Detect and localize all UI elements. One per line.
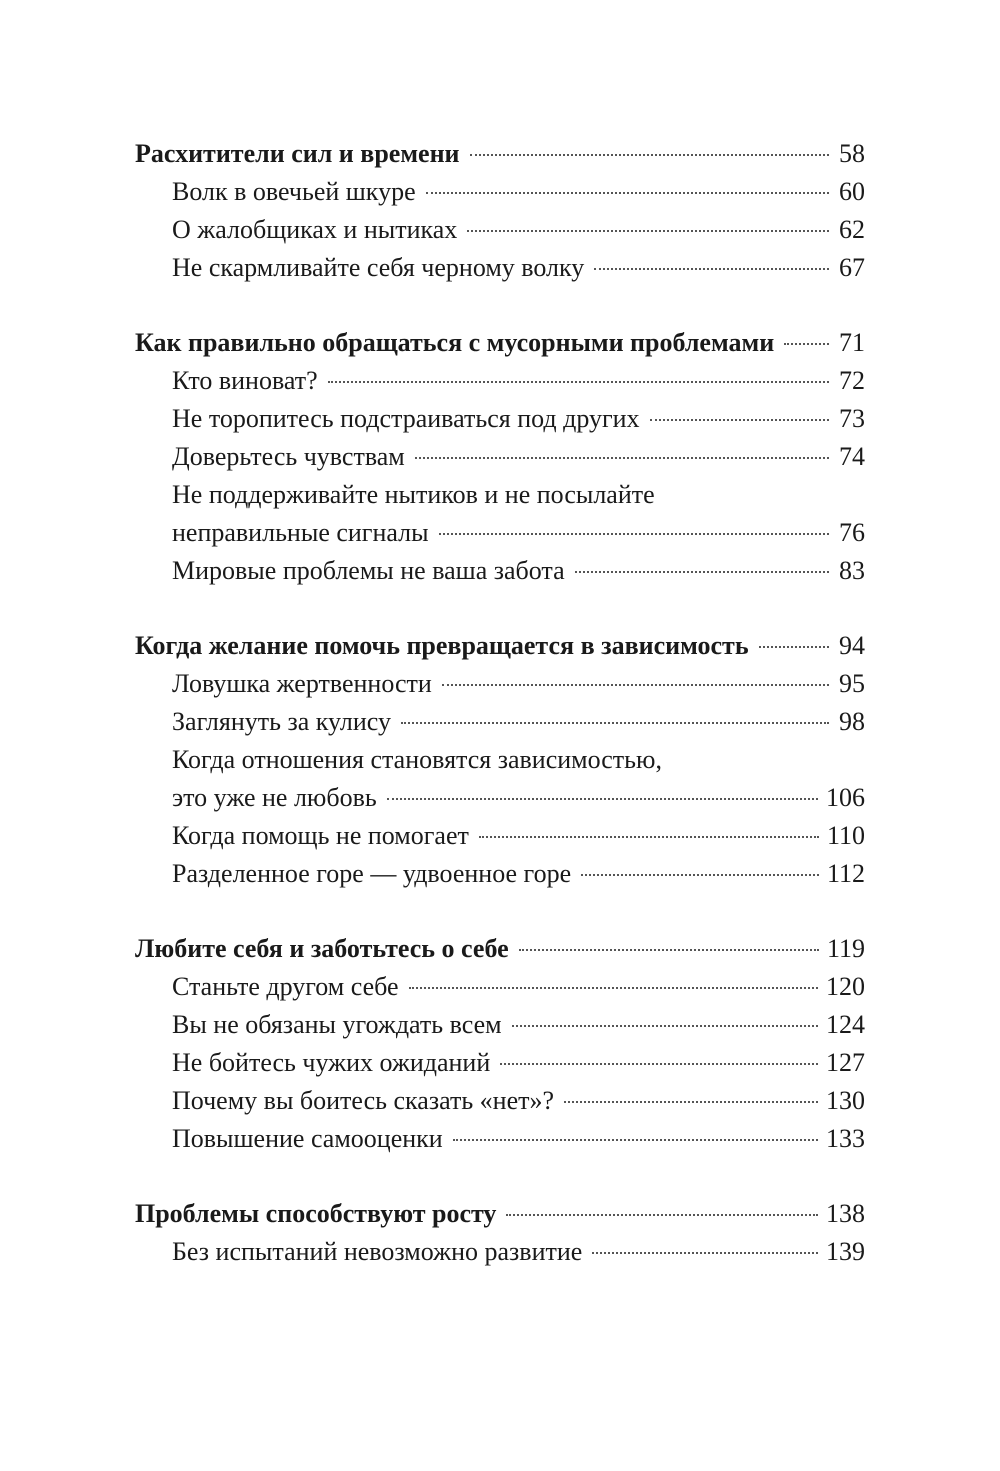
toc-section [135,1195,865,1271]
dot-leader [519,949,819,951]
dot-leader [409,987,818,989]
subentry-title: Доверьтесь чувствам [172,442,405,471]
toc-subentry[interactable] [135,438,865,476]
subentry-title: Кто виноват? [172,366,318,395]
page-number: 76 [839,518,865,547]
toc-chapter-entry[interactable] [135,930,865,968]
toc-subentry[interactable] [135,1044,865,1082]
subentry-title: это уже не любовь [172,783,377,812]
chapter-title: Проблемы способствуют росту [135,1199,497,1228]
dot-leader [506,1214,818,1216]
dot-leader [581,874,819,876]
subentry-title: Без испытаний невозможно развитие [172,1237,583,1266]
dot-leader [500,1063,818,1065]
subentry-title: Не поддерживайте нытиков и не посылайте [172,480,655,509]
toc-subentry[interactable] [135,817,865,855]
toc-subentry[interactable] [135,362,865,400]
toc-subentry[interactable] [135,552,865,590]
dot-leader [592,1252,818,1254]
dot-leader [784,343,829,345]
dot-leader [470,154,829,156]
toc-section [135,135,865,287]
toc-subentry[interactable] [135,665,865,703]
dot-leader [759,646,829,648]
chapter-title: Когда желание помочь превращается в зависимость [135,631,749,660]
toc-subentry[interactable] [135,779,865,817]
subentry-title: Разделенное горе — удвоенное горе [172,859,572,888]
page-number: 72 [839,366,865,395]
toc-subentry[interactable] [135,1120,865,1158]
toc-section [135,627,865,893]
page-number: 127 [826,1048,865,1077]
page-number: 71 [839,328,865,357]
toc-subentry[interactable] [135,1233,865,1271]
subentry-title: Вы не обязаны угождать всем [172,1010,502,1039]
subentry-title: Не торопитесь подстраиваться под других [172,404,640,433]
toc-subentry[interactable] [135,741,865,779]
page-number: 139 [826,1237,865,1266]
dot-leader [512,1025,818,1027]
dot-leader [650,419,829,421]
page-number: 94 [839,631,865,660]
page-number: 120 [826,972,865,1001]
toc-subentry[interactable] [135,400,865,438]
toc-chapter-entry[interactable] [135,135,865,173]
dot-leader [467,230,829,232]
toc-subentry[interactable] [135,249,865,287]
toc-subentry[interactable] [135,476,865,514]
page-number: 110 [826,821,865,850]
toc-section [135,930,865,1158]
subentry-title: О жалобщиках и нытиках [172,215,458,244]
toc-subentry[interactable] [135,1006,865,1044]
page-number: 67 [839,253,865,282]
subentry-title: Волк в овечьей шкуре [172,177,416,206]
dot-leader [564,1101,818,1103]
page-number: 95 [839,669,865,698]
page-number: 112 [826,859,865,888]
subentry-title: Заглянуть за кулису [172,707,391,736]
subentry-title: Когда отношения становятся зависимостью, [172,745,662,774]
page-number: 119 [826,934,865,963]
toc-subentry[interactable] [135,703,865,741]
page-number: 133 [826,1124,865,1153]
toc-subentry[interactable] [135,1082,865,1120]
chapter-title: Расхитители сил и времени [135,139,460,168]
page-number: 62 [839,215,865,244]
toc-subentry[interactable] [135,211,865,249]
dot-leader [479,836,819,838]
dot-leader [387,798,818,800]
subentry-title: Когда помощь не помогает [172,821,469,850]
toc-subentry[interactable] [135,514,865,552]
toc-subentry[interactable] [135,173,865,211]
page-number: 60 [839,177,865,206]
page-number: 74 [839,442,865,471]
subentry-title: Не бойтесь чужих ожиданий [172,1048,491,1077]
page-number: 138 [826,1199,865,1228]
subentry-title: Ловушка жертвенности [172,669,432,698]
dot-leader [426,192,829,194]
toc-chapter-entry[interactable] [135,627,865,665]
page-number: 124 [826,1010,865,1039]
toc-subentry[interactable] [135,855,865,893]
page-number: 98 [839,707,865,736]
subentry-title: Станьте другом себе [172,972,399,1001]
dot-leader [442,684,829,686]
dot-leader [594,268,829,270]
subentry-title: Почему вы боитесь сказать «нет»? [172,1086,555,1115]
toc-section [135,324,865,590]
table-of-contents [135,135,865,1308]
page-number: 58 [839,139,865,168]
subentry-title: неправильные сигналы [172,518,429,547]
dot-leader [453,1139,818,1141]
dot-leader [401,722,829,724]
page-number: 83 [839,556,865,585]
subentry-title: Не скармливайте себя черному волку [172,253,585,282]
dot-leader [575,571,829,573]
toc-chapter-entry[interactable] [135,324,865,362]
toc-subentry[interactable] [135,968,865,1006]
subentry-title: Мировые проблемы не ваша забота [172,556,565,585]
dot-leader [439,533,829,535]
page-number: 106 [826,783,865,812]
subentry-title: Повышение самооценки [172,1124,443,1153]
chapter-title: Любите себя и заботьтесь о себе [135,934,509,963]
page-number: 73 [839,404,865,433]
dot-leader [415,457,829,459]
chapter-title: Как правильно обращаться с мусорными проблемами [135,328,775,357]
dot-leader [328,381,829,383]
page-number: 130 [826,1086,865,1115]
toc-chapter-entry[interactable] [135,1195,865,1233]
